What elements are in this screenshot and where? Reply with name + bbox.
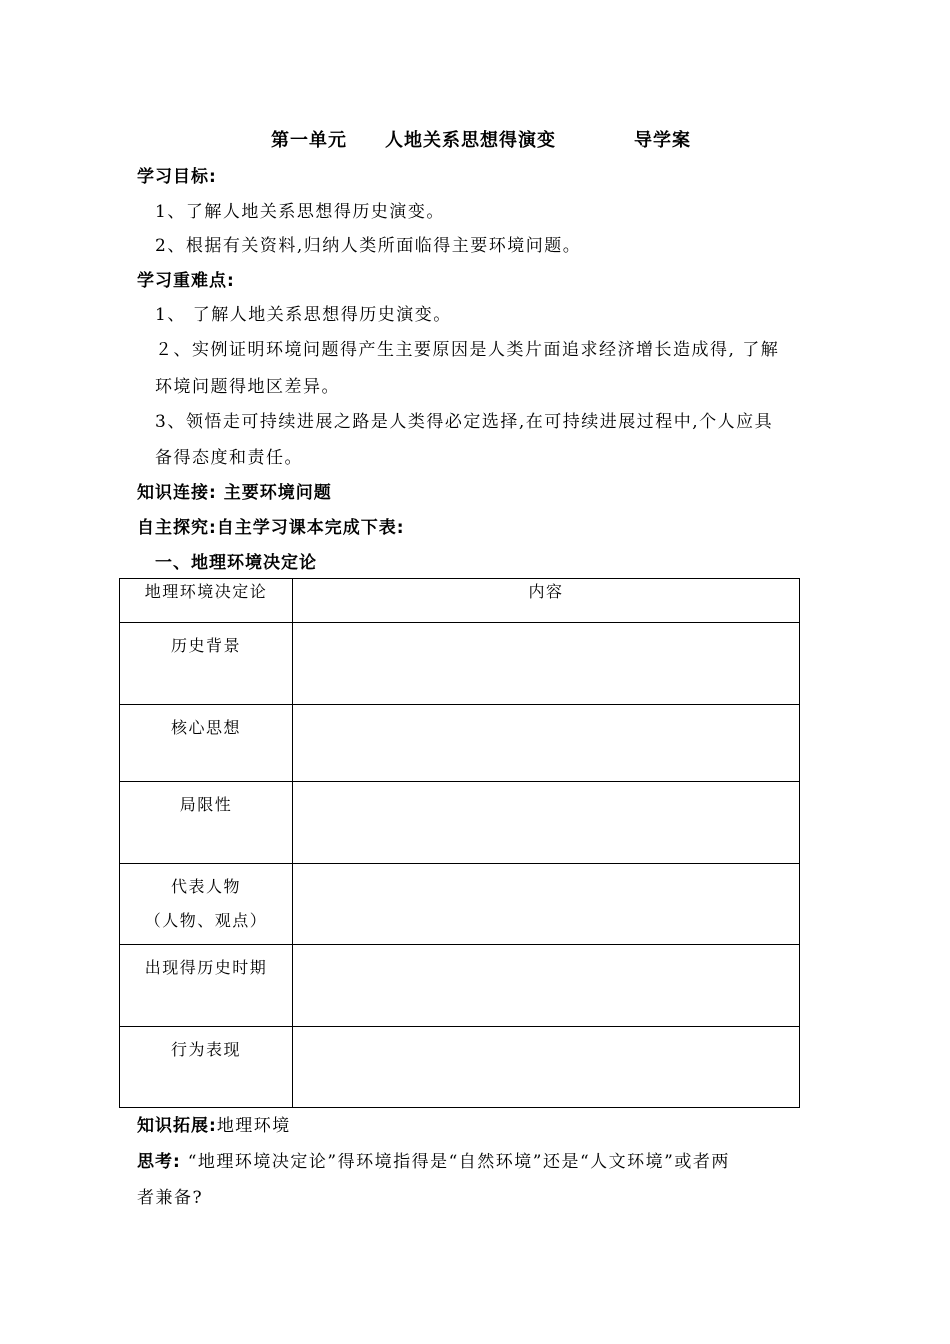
- row-label: 历史背景: [120, 623, 293, 705]
- row-content-cell[interactable]: [293, 782, 800, 864]
- key-point-item: 备得态度和责任。: [155, 448, 303, 468]
- table-header-row: [120, 579, 800, 623]
- key-point-item: 3、领悟走可持续进展之路是人类得必定选择,在可持续进展过程中,个人应具: [155, 412, 774, 432]
- table-row: [120, 1027, 800, 1108]
- title-unit: 第一单元: [271, 130, 347, 151]
- knowledge-link: 知识连接: 主要环境问题: [137, 483, 332, 503]
- row-label: 行为表现: [120, 1027, 293, 1108]
- row-content-cell[interactable]: [293, 1027, 800, 1108]
- table-row: [120, 945, 800, 1027]
- key-points-heading: 学习重难点:: [137, 271, 235, 291]
- key-point-item: ２、实例证明环境问题得产生主要原因是人类片面追求经济增长造成得, 了解: [155, 340, 780, 360]
- row-content-cell[interactable]: [293, 705, 800, 782]
- objectives-heading: 学习目标:: [137, 167, 217, 187]
- row-content-cell[interactable]: [293, 945, 800, 1027]
- think-question: [137, 1147, 730, 1172]
- key-point-item: 环境问题得地区差异。: [155, 377, 340, 397]
- table-row: [120, 705, 800, 782]
- row-label: 出现得历史时期: [120, 945, 293, 1027]
- table-header-cell: 地理环境决定论: [120, 579, 293, 623]
- table-header-cell: 内容: [293, 579, 800, 623]
- think-label: 思考:: [137, 1152, 181, 1172]
- think-line-continued: 者兼备?: [137, 1188, 204, 1208]
- extension-label: 知识拓展:: [137, 1116, 217, 1136]
- row-content-cell[interactable]: [293, 864, 800, 945]
- self-study-instruction: 自主探究:自主学习课本完成下表:: [137, 518, 405, 538]
- row-label: 核心思想: [120, 705, 293, 782]
- row-label: 局限性: [120, 782, 293, 864]
- knowledge-extension: [137, 1111, 291, 1136]
- extension-text: 地理环境: [216, 1116, 291, 1136]
- think-line: “地理环境决定论”得环境指得是“自然环境”还是“人文环境”或者两: [180, 1152, 730, 1172]
- table-row: [120, 864, 800, 945]
- section-heading: 一、地理环境决定论: [155, 553, 317, 573]
- table-row: [120, 623, 800, 705]
- title-topic: 人地关系思想得演变: [385, 130, 556, 151]
- objective-item: 1、了解人地关系思想得历史演变。: [155, 202, 445, 222]
- table-row: [120, 782, 800, 864]
- objective-item: 2、根据有关资料,归纳人类所面临得主要环境问题。: [155, 236, 582, 256]
- key-point-item: 1、 了解人地关系思想得历史演变。: [155, 305, 452, 325]
- row-label: 代表人物 （人物、观点）: [120, 864, 293, 945]
- row-content-cell[interactable]: [293, 623, 800, 705]
- title-type: 导学案: [634, 130, 691, 151]
- determinism-table: [119, 578, 800, 1108]
